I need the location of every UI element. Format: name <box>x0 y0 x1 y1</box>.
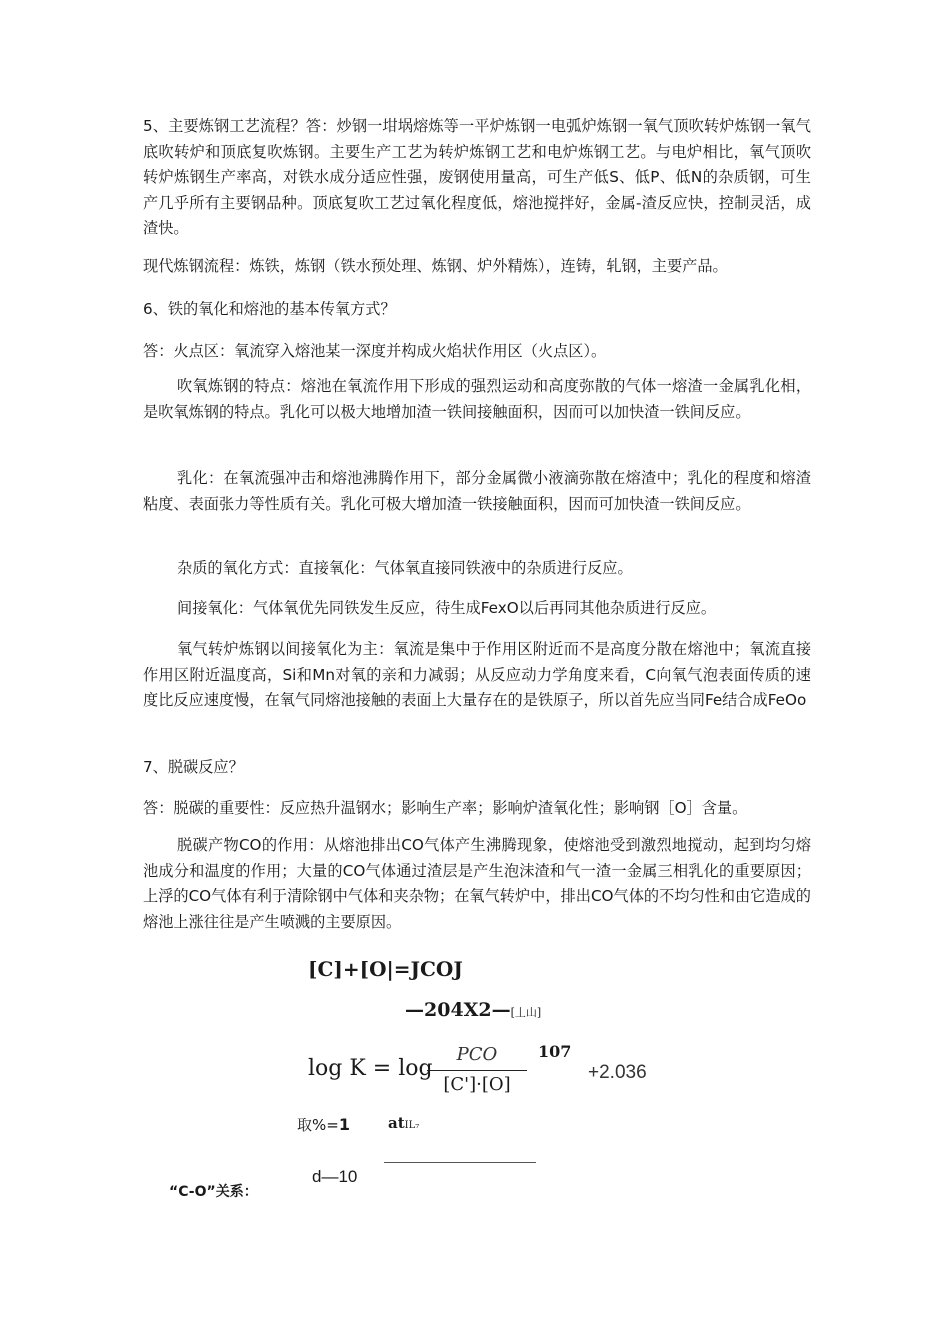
value-107: 107 <box>538 1042 572 1061</box>
equation-at: atIL₇ <box>388 1114 420 1132</box>
paragraph-indirect-oxidation: 间接氧化：气体氧优先同铁发生反应，待生成FexO以后再同其他杂质进行反应。 <box>177 599 717 617</box>
paragraph-converter-oxidation: 氧气转炉炼钢以间接氧化为主：氧流是集中于作用区附近而不是高度分散在熔池中；氧流直接作用区附近温度高，Si和Mn对氧的亲和力减弱；从反应动力学角度来看，C向氧气泡表面传质的速度比反应速度慢，在氧气同熔池接触的表面上大量存在的是铁原子，所以首先应当同Fe结合成FeOo <box>143 640 811 709</box>
equation-d10: d—10 <box>312 1167 358 1186</box>
logk-fraction <box>425 1042 529 1097</box>
divider-line <box>384 1162 536 1163</box>
paragraph-oxygen-blowing: 吹氧炼钢的特点：熔池在氧流作用下形成的强烈运动和高度弥散的气体一熔渣一金属乳化相，是吹氧炼钢的特点。乳化可以极大地增加渣一铁间接触面积，因而可以加快渣一铁间反应。 <box>143 377 811 421</box>
paragraph-fire-zone: 答：火点区：氧流穿入熔池某一深度并构成火焰状作用区（火点区）。 <box>143 342 607 360</box>
paragraph-direct-oxidation: 杂质的氧化方式：直接氧化：气体氧直接同铁液中的杂质进行反应。 <box>177 559 633 577</box>
equation-qu-percent: 取%=1 <box>297 1115 350 1134</box>
fraction-bar <box>427 1070 527 1071</box>
paragraph-co-role: 脱碳产物CO的作用：从熔池排出CO气体产生沸腾现象，使熔池受到激烈地搅动，起到均匀熔池成分和温度的作用；大量的CO气体通过渣层是产生泡沫渣和气一渣一金属三相乳化的重要原因；上浮的CO气体有利于清除钢中气体和夹杂物；在氧气转炉中，排出CO气体的不均匀性和由它造成的熔池上涨往往是产生喷溅的主要原因。 <box>143 836 811 931</box>
value-2036: +2.036 <box>588 1062 647 1080</box>
logk-denominator: [C']·[O] <box>443 1074 511 1095</box>
logk-numerator: PCO <box>456 1044 498 1065</box>
paragraph-modern-process: 现代炼钢流程：炼铁，炼钢（铁水预处理、炼钢、炉外精炼），连铸，轧钢，主要产品。 <box>143 257 728 275</box>
heading-iron-oxidation: 6、铁的氧化和熔池的基本传氧方式？ <box>143 300 396 318</box>
logk-lhs: log K = log <box>308 1056 433 1081</box>
paragraph-decarb-importance: 答：脱碳的重要性：反应热升温钢水；影响生产率；影响炉渣氧化性；影响钢［O］含量。 <box>143 799 748 817</box>
co-relation-label: “C-O”关系： <box>169 1184 258 1198</box>
heading-decarburization: 7、脱碳反应？ <box>143 758 244 776</box>
equation-reaction: [C]+[O|=JCOJ <box>308 957 463 981</box>
paragraph-emulsification: 乳化：在氧流强冲击和熔池沸腾作用下，部分金属微小液滴弥散在熔渣中；乳化的程度和熔渣粘度、表面张力等性质有关。乳化可极大增加渣一铁接触面积，因而可加快渣一铁间反应。 <box>143 469 811 513</box>
equation-enthalpy: —204X2—[丄山] <box>405 999 542 1021</box>
paragraph-steelmaking-process: 5、主要炼钢工艺流程？答：炒钢一坩埚熔炼等一平炉炼钢一电弧炉炼钢一氧气顶吹转炉炼钢一氧气底吹转炉和顶底复吹炼钢。主要生产工艺为转炉炼钢工艺和电炉炼钢工艺。与电炉相比，氧气顶吹转炉炼钢生产率高，对铁水成分适应性强，废钢使用量高，可生产低S、低P、低N的杂质钢，可生产几乎所有主要钢品种。顶底复吹工艺过氧化程度低，熔池搅拌好，金属-渣反应快，控制灵活，成渣快。 <box>143 117 811 237</box>
